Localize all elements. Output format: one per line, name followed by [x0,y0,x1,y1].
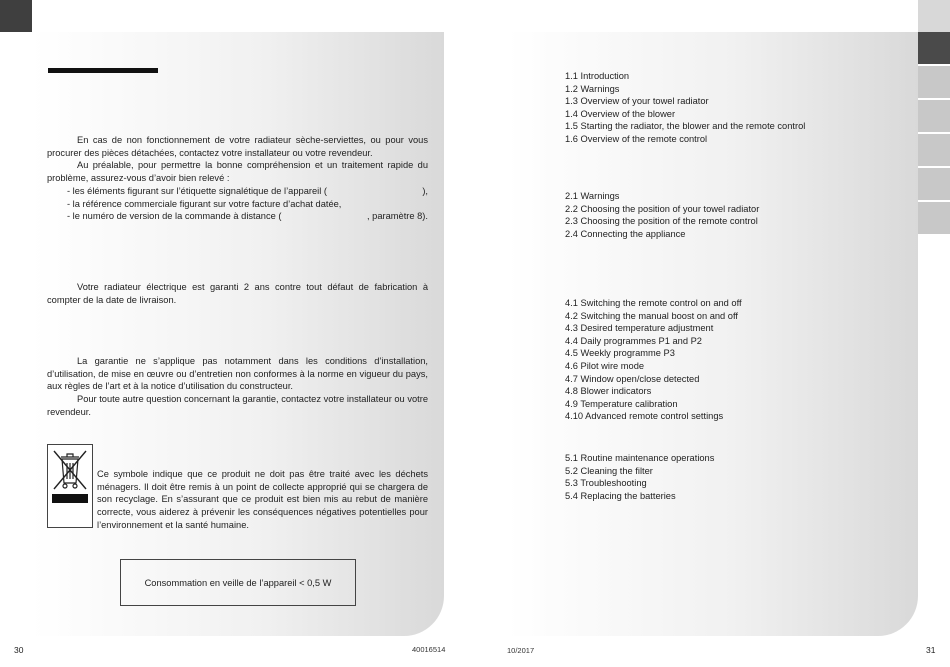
standby-consumption-box [120,559,356,606]
toc-item: 2.1 Warnings [565,191,620,201]
contact-paragraph-2: Au préalable, pour permettre la bonne compréhension et un traitement rapide du problème, assurez-vous d’avoir bien relevé : [47,160,428,184]
contact-bullet-3 [47,210,428,223]
toc-item: 1.1 Introduction [565,71,630,81]
left-page-panel [32,32,444,636]
edition-date: 10/2017 [507,646,535,655]
bullet-text: - les éléments figurant sur l’étiquette signalétique de l’appareil ( [67,185,327,196]
contact-block [47,134,428,223]
toc-item: 4.4 Daily programmes P1 and P2 [565,335,702,346]
bullet-text: - le numéro de version de la commande à distance ( [67,211,282,222]
standby-consumption-text: Consommation en veille de l’appareil < 0,5 W [144,577,332,588]
exclusions-paragraph-1: La garantie ne s’applique pas notamment dans les conditions d’installation, d’utilisation, de mise en œuvre ou d’entretien non conformes à la norme en vigueur du pays, aux règles de l’art et à la notice d’utilisation du constructeur. [47,356,428,392]
page-number-right: 31 [926,645,936,655]
toc-item: 2.4 Connecting the appliance [565,228,686,239]
contact-bullet-1 [47,185,428,198]
recycling-text: Ce symbole indique que ce produit ne doit pas être traité avec les déchets ménagers. Il doit être remis à un point de collecte approprié qui se chargera de son recyclage. En s’assurant que ce produit est bien mis au rebut de manière correcte, vous aiderez à prévenir les conséquences négatives potentielles pour l’environnement et la santé humaine. [97,469,428,530]
toc-item: 4.8 Blower indicators [565,386,652,397]
contact-paragraph-1: En cas de non fonctionnement de votre radiateur sèche-serviettes, ou pour vous procurer des pièces détachées, contactez votre installateur ou votre revendeur. [47,135,428,158]
toc-section-4 [565,297,742,423]
toc-section-2 [565,190,759,240]
toc-item: 4.2 Switching the manual boost on and off [565,310,738,321]
toc-item: 5.1 Routine maintenance operations [565,453,715,463]
section-tab [918,66,950,98]
section-tab [918,202,950,234]
warranty-block [47,281,428,306]
section-tabs [918,32,950,236]
section-tab [918,168,950,200]
bullet-text-end: ), [422,185,428,196]
corner-tab [0,0,32,32]
toc-item: 4.9 Temperature calibration [565,398,678,409]
toc-item: 2.3 Choosing the position of the remote control [565,216,758,227]
toc-item: 4.3 Desired temperature adjustment [565,323,714,334]
toc-item: 4.6 Pilot wire mode [565,360,645,371]
bullet-text-end: , paramètre 8). [367,211,428,222]
exclusions-block [47,355,428,419]
toc-item: 4.7 Window open/close detected [565,373,700,384]
warranty-paragraph: Votre radiateur électrique est garanti 2 ans contre tout défaut de fabrication à compter de la date de livraison. [47,282,428,305]
title-rule [48,68,158,73]
toc-item: 1.3 Overview of your towel radiator [565,96,709,107]
side-tab [918,0,950,32]
toc-item: 2.2 Choosing the position of your towel radiator [565,203,760,214]
recycling-block [97,468,428,532]
exclusions-paragraph-2: Pour toute autre question concernant la garantie, contactez votre installateur ou votre revendeur. [47,394,428,417]
toc-section-1 [565,70,805,146]
section-tab-active [918,32,950,64]
toc-item: 1.2 Warnings [565,83,620,94]
crossed-out-wheelie-bin-icon [47,444,93,528]
toc-item: 5.2 Cleaning the filter [565,465,653,476]
toc-item: 5.3 Troubleshooting [565,478,647,489]
toc-item: 4.5 Weekly programme P3 [565,348,675,359]
page-number-left: 30 [14,645,24,655]
toc-item: 1.4 Overview of the blower [565,108,676,119]
toc-item: 4.1 Switching the remote control on and off [565,298,742,308]
toc-section-5 [565,452,714,502]
bin-icon-graphic [48,445,92,493]
bin-icon-bar [52,494,88,503]
toc-item: 4.10 Advanced remote control settings [565,411,724,422]
section-tab [918,134,950,166]
contact-bullet-2: - la référence commerciale figurant sur votre facture d’achat datée, [67,198,342,209]
document-reference: 40016514 [412,645,446,654]
toc-item: 5.4 Replacing the batteries [565,490,676,501]
toc-item: 1.5 Starting the radiator, the blower and the remote control [565,121,806,132]
section-tab [918,100,950,132]
toc-item: 1.6 Overview of the remote control [565,133,708,144]
